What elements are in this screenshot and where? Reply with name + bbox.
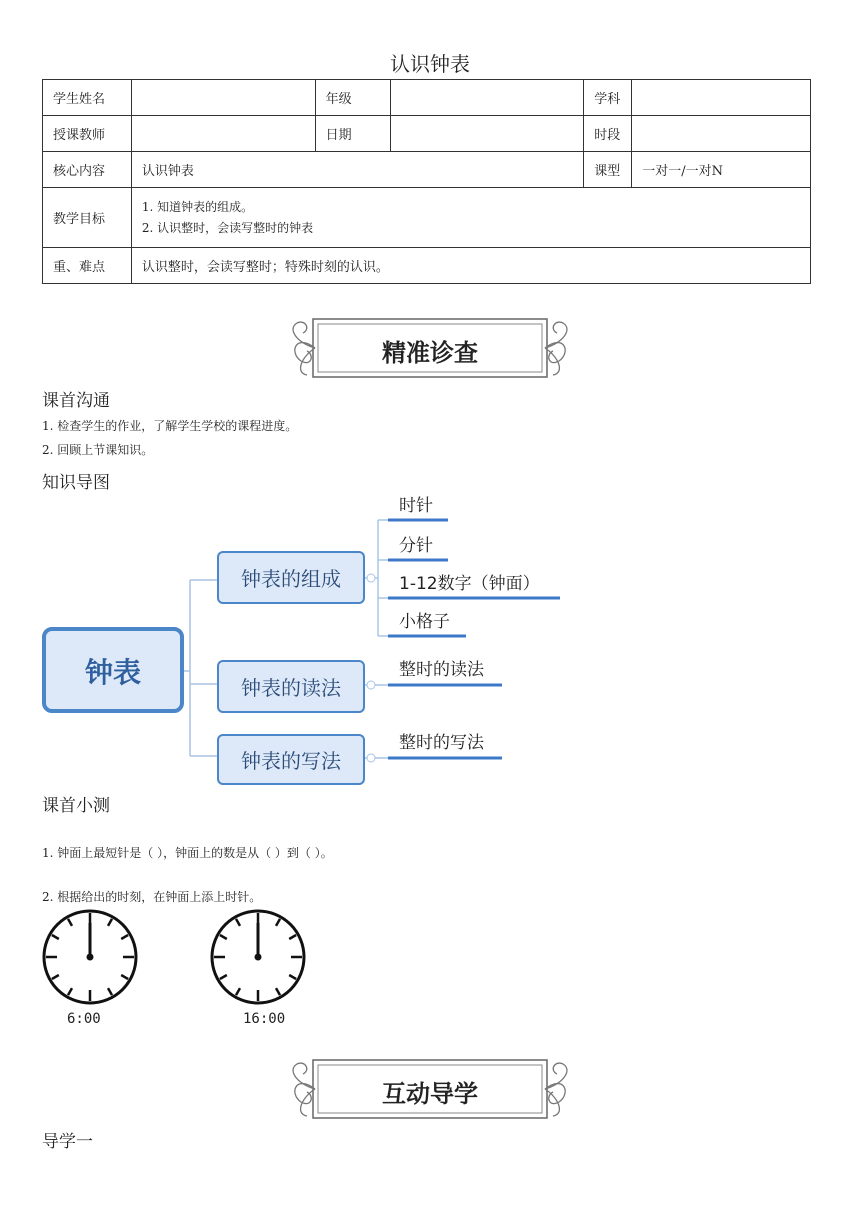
table-row xyxy=(43,152,811,188)
lesson-info-table xyxy=(42,79,811,284)
lesson-type-label: 课型 xyxy=(584,152,632,188)
mind-map-branch xyxy=(218,552,364,603)
knowledge-mind-map xyxy=(0,488,860,788)
clock-time-label: 16:00 xyxy=(243,1011,286,1027)
date-field xyxy=(390,116,584,152)
quiz-question-2: 2. 根据给出的时刻，在钟面上添上时针。 xyxy=(42,890,262,904)
teaching-goal-label: 教学目标 xyxy=(43,188,132,248)
goal-item: 1. 知道钟表的组成。 xyxy=(141,199,254,214)
root-label: 钟表 xyxy=(84,656,142,689)
clock-center xyxy=(87,954,94,961)
clock-time-label: 6:00 xyxy=(67,1011,101,1027)
teacher-field xyxy=(131,116,315,152)
mind-map-branch xyxy=(218,735,364,784)
section-banner-interactive xyxy=(285,1054,575,1124)
mind-map-branch xyxy=(218,661,364,712)
clock-center xyxy=(255,954,262,961)
leaf-label: 分针 xyxy=(399,536,433,556)
table-row xyxy=(43,188,811,248)
list-item: 2. 回顾上节课知识。 xyxy=(42,443,154,457)
branch-label: 钟表的写法 xyxy=(241,749,341,773)
subject-label: 学科 xyxy=(584,80,632,116)
student-name-field xyxy=(131,80,315,116)
section-banner-diagnosis xyxy=(285,313,575,383)
teaching-goal-value xyxy=(131,188,810,248)
period-label: 时段 xyxy=(584,116,632,152)
branch-label: 钟表的读法 xyxy=(241,676,341,700)
leaf-label: 整时的读法 xyxy=(399,660,484,680)
document-title: 认识钟表 xyxy=(390,52,470,76)
banner-title: 互动导学 xyxy=(382,1079,478,1108)
leaf-label: 时针 xyxy=(399,496,433,516)
heading-knowledge-map: 知识导图 xyxy=(42,473,110,493)
grade-field xyxy=(390,80,584,116)
list-item: 1. 检查学生的作业，了解学生学校的课程进度。 xyxy=(42,419,298,433)
core-content-label: 核心内容 xyxy=(43,152,132,188)
lesson-type-value: 一对一/一对N xyxy=(632,152,811,188)
goal-item: 2. 认识整时，会读写整时的钟表 xyxy=(141,220,314,235)
period-field xyxy=(632,116,811,152)
key-points-value: 认识整时，会读写整时；特殊时刻的认识。 xyxy=(131,248,810,284)
heading-guided-study-1: 导学一 xyxy=(42,1132,93,1152)
subject-field xyxy=(632,80,811,116)
heading-pre-class-quiz: 课首小测 xyxy=(42,796,110,816)
teacher-label: 授课教师 xyxy=(43,116,132,152)
banner-title: 精准诊查 xyxy=(382,338,478,367)
grade-label: 年级 xyxy=(315,80,390,116)
heading-pre-class-communication: 课首沟通 xyxy=(42,391,110,411)
table-row xyxy=(43,248,811,284)
clock-face-icon xyxy=(44,911,136,1003)
date-label: 日期 xyxy=(315,116,390,152)
leaf-label: 1-12数字（钟面） xyxy=(399,574,540,594)
mind-map-root xyxy=(44,629,182,711)
clock-face-icon xyxy=(212,911,304,1003)
core-content-value: 认识钟表 xyxy=(131,152,583,188)
table-row xyxy=(43,80,811,116)
leaf-label: 小格子 xyxy=(399,612,450,632)
key-points-label: 重、难点 xyxy=(43,248,132,284)
leaf-label: 整时的写法 xyxy=(399,733,484,753)
mind-map-collapse-markers xyxy=(367,574,375,762)
branch-label: 钟表的组成 xyxy=(241,567,341,591)
clock-faces xyxy=(0,905,860,1015)
student-name-label: 学生姓名 xyxy=(43,80,132,116)
table-row xyxy=(43,116,811,152)
quiz-question-1: 1. 钟面上最短针是（ ），钟面上的数是从（ ）到（ ）。 xyxy=(42,846,333,860)
